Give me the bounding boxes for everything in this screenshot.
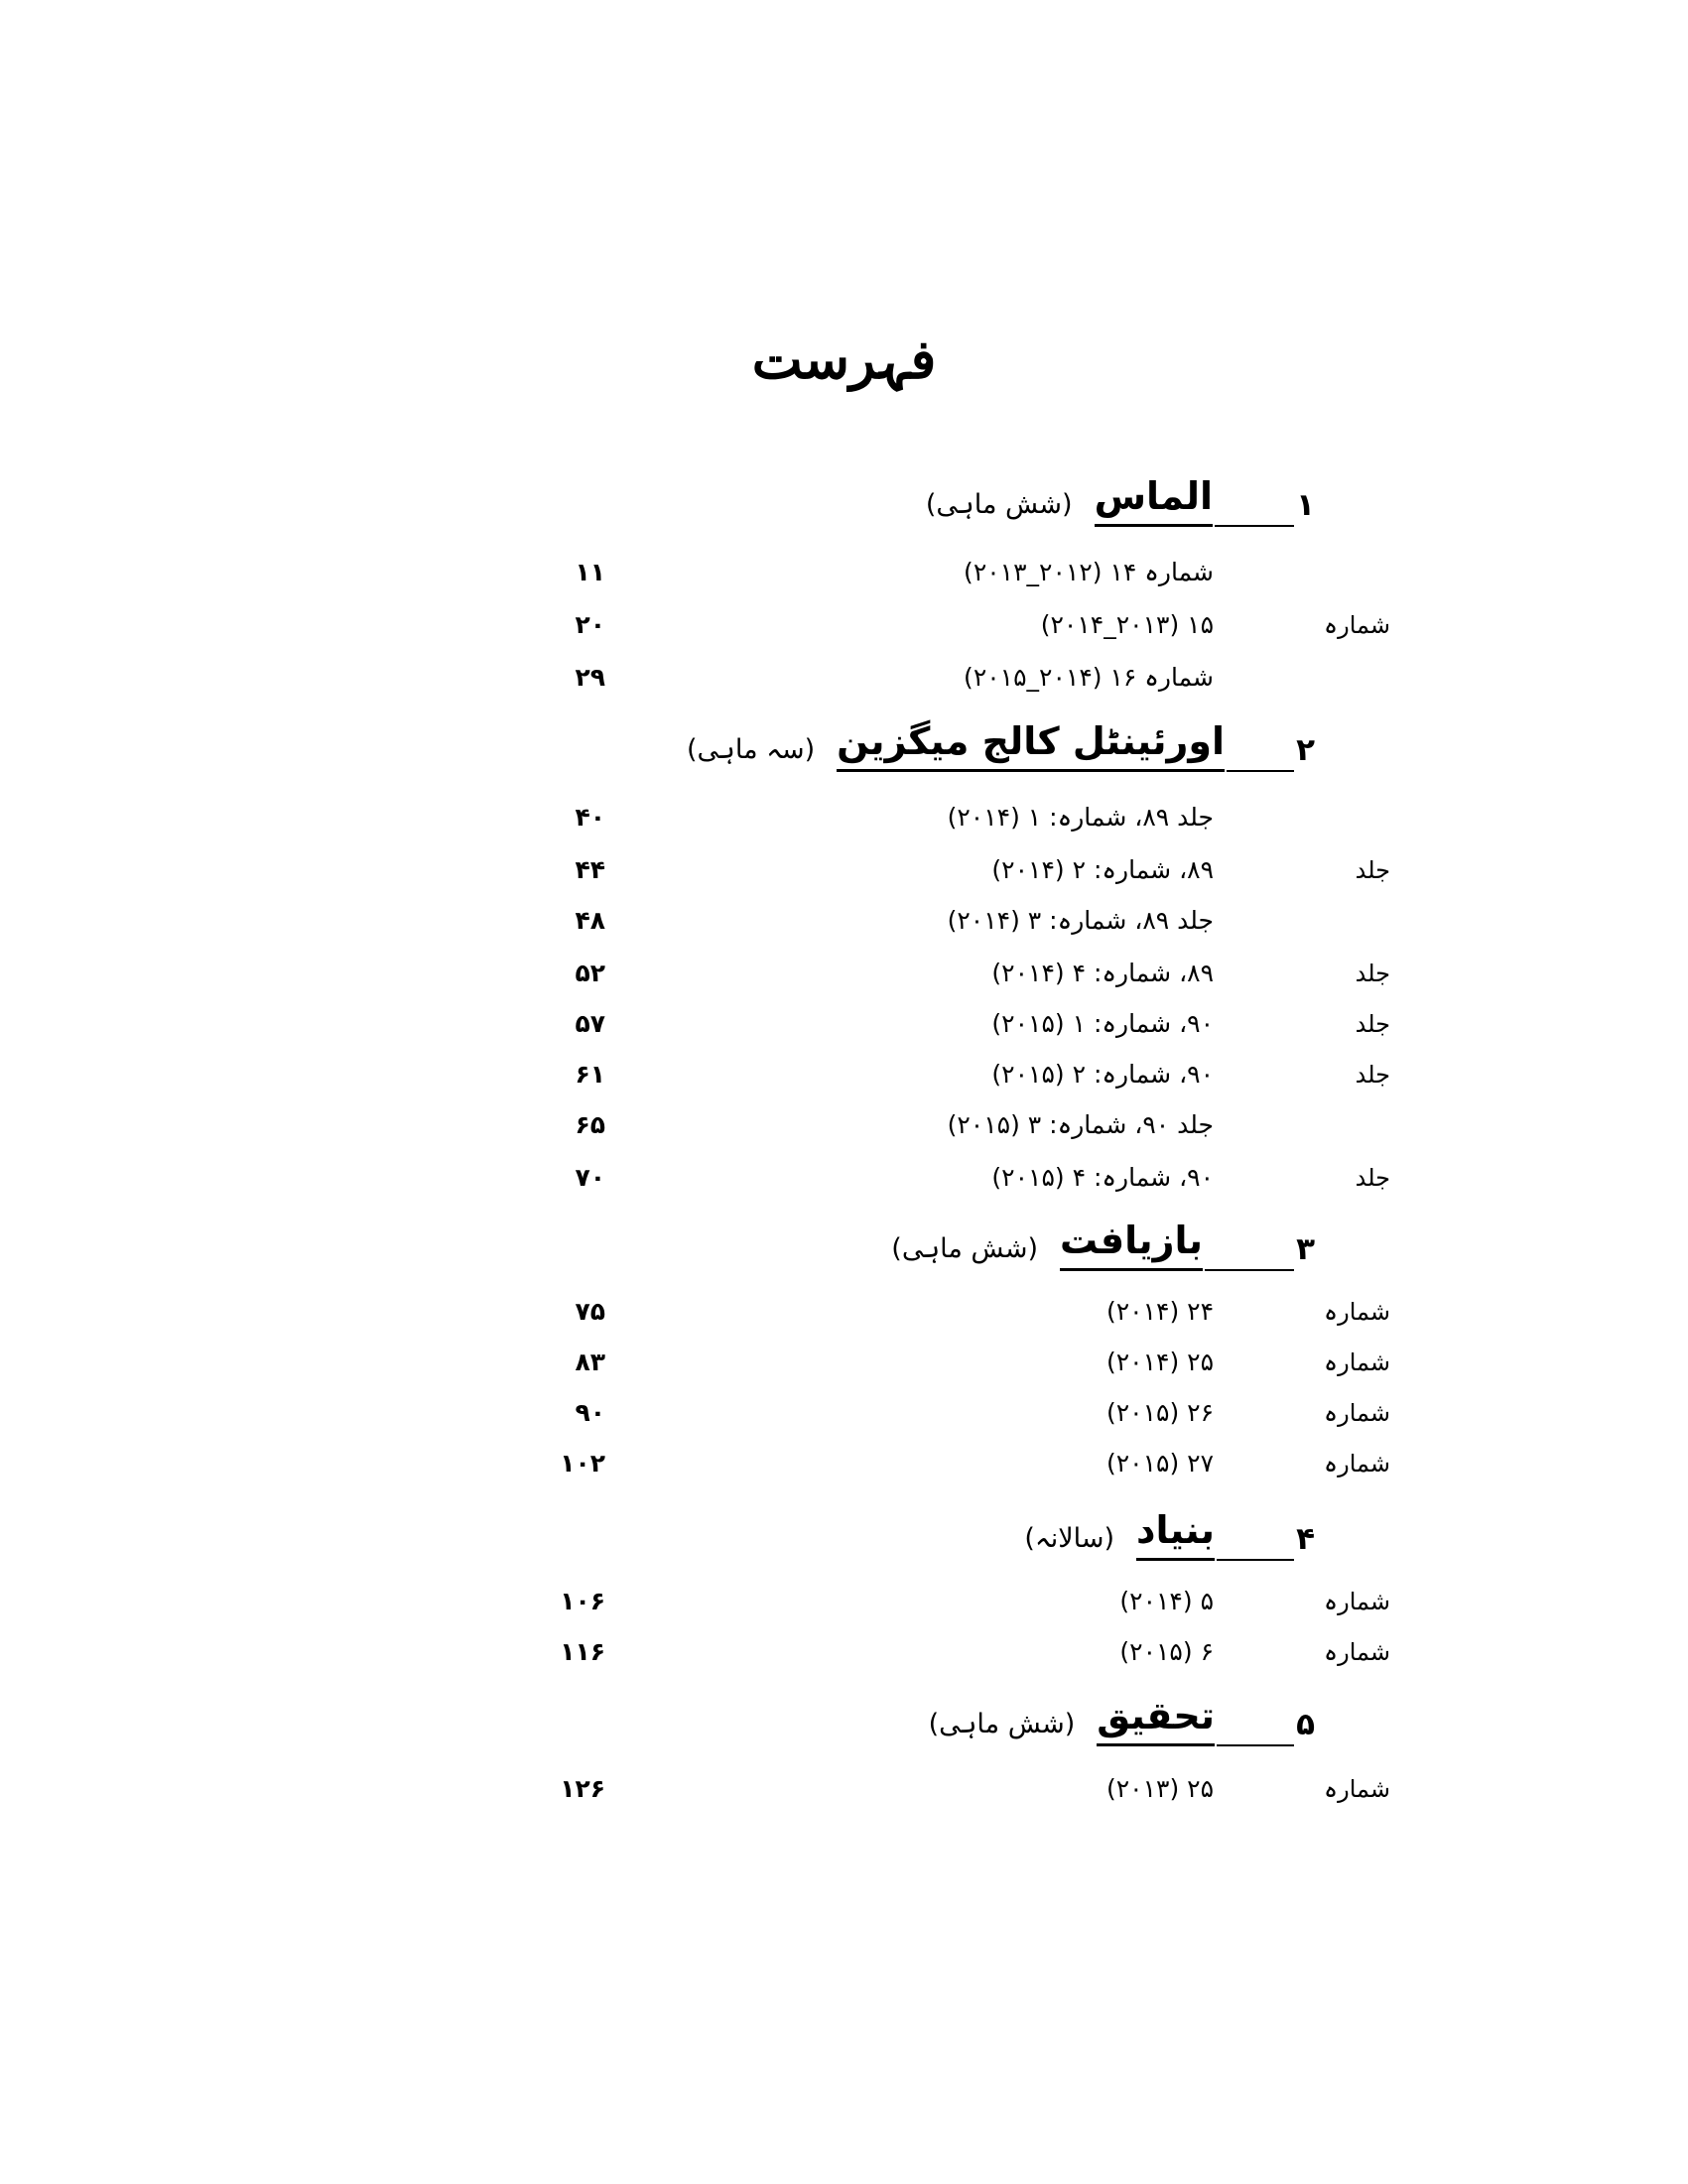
entry-page: ۱۲۶ (560, 1774, 605, 1803)
entry-text: جلد ۸۹، شمارہ: ۱ (۲۰۱۴) (947, 803, 1214, 832)
entry-page: ۱۰۶ (560, 1587, 605, 1615)
entry-label: شمارہ (1324, 1349, 1390, 1376)
entry-text: ۲۴ (۲۰۱۴) (1105, 1297, 1214, 1326)
journal-name: اورئینٹل کالج میگزین (837, 719, 1225, 772)
entry-page: ۴۸ (575, 906, 605, 935)
entry-text: ۵ (۲۰۱۴) (1119, 1587, 1214, 1615)
leader-line (1217, 1535, 1294, 1561)
entry-text: ۹۰، شمارہ: ۴ (۲۰۱۵) (991, 1163, 1214, 1192)
entry-text: ۹۰، شمارہ: ۲ (۲۰۱۵) (991, 1060, 1214, 1089)
toc-entry (0, 1055, 1688, 1094)
toc-entry (0, 553, 1688, 592)
journal-frequency: (شش ماہی) (891, 1233, 1039, 1264)
entry-page: ۷۰ (575, 1163, 605, 1192)
entry-text: شمارہ ۱۶ (۲۰۱۴_۲۰۱۵) (964, 663, 1214, 692)
entry-page: ۴۰ (575, 803, 605, 832)
entry-page: ۵۲ (575, 959, 605, 987)
section-heading (1024, 1505, 1315, 1561)
entry-label: شمارہ (1324, 1450, 1390, 1477)
journal-frequency: (شش ماہی) (928, 1709, 1076, 1739)
section-number: ۲ (1296, 732, 1315, 768)
journal-frequency: (سہ ماہی) (687, 734, 816, 765)
entry-text: ۲۵ (۲۰۱۴) (1105, 1348, 1214, 1376)
entry-label: شمارہ (1324, 1399, 1390, 1427)
entry-label: شمارہ (1324, 1775, 1390, 1803)
entry-text: ۱۵ (۲۰۱۳_۲۰۱۴) (1040, 610, 1214, 639)
leader-line (1227, 746, 1294, 772)
journal-name: بنیاد (1136, 1508, 1215, 1561)
entry-page: ۹۰ (575, 1398, 605, 1427)
entry-label: جلد (1355, 1010, 1390, 1038)
entry-page: ۱۰۲ (560, 1449, 605, 1477)
entry-label: جلد (1355, 1164, 1390, 1192)
entry-text: ۹۰، شمارہ: ۱ (۲۰۱۵) (991, 1009, 1214, 1038)
toc-entry (0, 901, 1688, 941)
entry-label: جلد (1355, 960, 1390, 987)
entry-text: شمارہ ۱۴ (۲۰۱۲_۲۰۱۳) (964, 558, 1214, 586)
journal-frequency: (شش ماہی) (925, 489, 1073, 520)
toc-entry (0, 658, 1688, 698)
section-number: ۴ (1296, 1521, 1315, 1557)
section-number: ۱ (1296, 487, 1315, 523)
leader-line (1217, 1721, 1294, 1746)
toc-entry (0, 1105, 1688, 1145)
entry-text: ۲۷ (۲۰۱۵) (1105, 1449, 1214, 1477)
page-title: فہرست (751, 327, 937, 391)
entry-label: شمارہ (1324, 1638, 1390, 1666)
section-heading (687, 716, 1315, 772)
toc-entry (0, 1444, 1688, 1483)
entry-text: ۸۹، شمارہ: ۲ (۲۰۱۴) (991, 855, 1214, 884)
entry-text: جلد ۹۰، شمارہ: ۳ (۲۰۱۵) (947, 1110, 1214, 1139)
section-number: ۳ (1296, 1231, 1315, 1267)
journal-frequency: (سالانہ) (1024, 1523, 1115, 1554)
entry-page: ۲۰ (575, 610, 605, 639)
entry-label: شمارہ (1324, 1298, 1390, 1326)
toc-entry (0, 850, 1688, 890)
entry-text: ۲۶ (۲۰۱۵) (1105, 1398, 1214, 1427)
entry-page: ۸۳ (575, 1348, 605, 1376)
section-heading (926, 471, 1315, 527)
entry-text: ۲۵ (۲۰۱۳) (1105, 1774, 1214, 1803)
entry-text: ۸۹، شمارہ: ۴ (۲۰۱۴) (991, 959, 1214, 987)
entry-page: ۴۴ (575, 855, 605, 884)
toc-entry (0, 1158, 1688, 1198)
leader-line (1215, 501, 1294, 527)
entry-page: ۶۵ (575, 1110, 605, 1139)
entry-page: ۶۱ (575, 1060, 605, 1089)
entry-page: ۲۹ (575, 663, 605, 692)
toc-entry (0, 1769, 1688, 1809)
entry-text: جلد ۸۹، شمارہ: ۳ (۲۰۱۴) (947, 906, 1214, 935)
entry-page: ۵۷ (575, 1009, 605, 1038)
toc-entry (0, 1582, 1688, 1621)
toc-entry (0, 1343, 1688, 1382)
toc-entry (0, 1004, 1688, 1044)
toc-entry (0, 605, 1688, 645)
toc-entry (0, 798, 1688, 837)
entry-label: شمارہ (1324, 611, 1390, 639)
journal-name: بازیافت (1060, 1219, 1203, 1271)
toc-entry (0, 1393, 1688, 1433)
leader-line (1205, 1245, 1294, 1271)
toc-entry (0, 954, 1688, 993)
toc-entry (0, 1292, 1688, 1332)
section-heading (929, 1691, 1315, 1746)
entry-label: جلد (1355, 1061, 1390, 1089)
entry-label: جلد (1355, 856, 1390, 884)
entry-page: ۱۱ (575, 558, 605, 586)
toc-entry (0, 1632, 1688, 1672)
entry-label: شمارہ (1324, 1588, 1390, 1615)
entry-text: ۶ (۲۰۱۵) (1119, 1637, 1214, 1666)
entry-page: ۱۱۶ (560, 1637, 605, 1666)
section-heading (891, 1216, 1315, 1271)
journal-name: الماس (1095, 474, 1213, 527)
section-number: ۵ (1296, 1707, 1315, 1742)
journal-name: تحقیق (1097, 1694, 1215, 1746)
entry-page: ۷۵ (575, 1297, 605, 1326)
